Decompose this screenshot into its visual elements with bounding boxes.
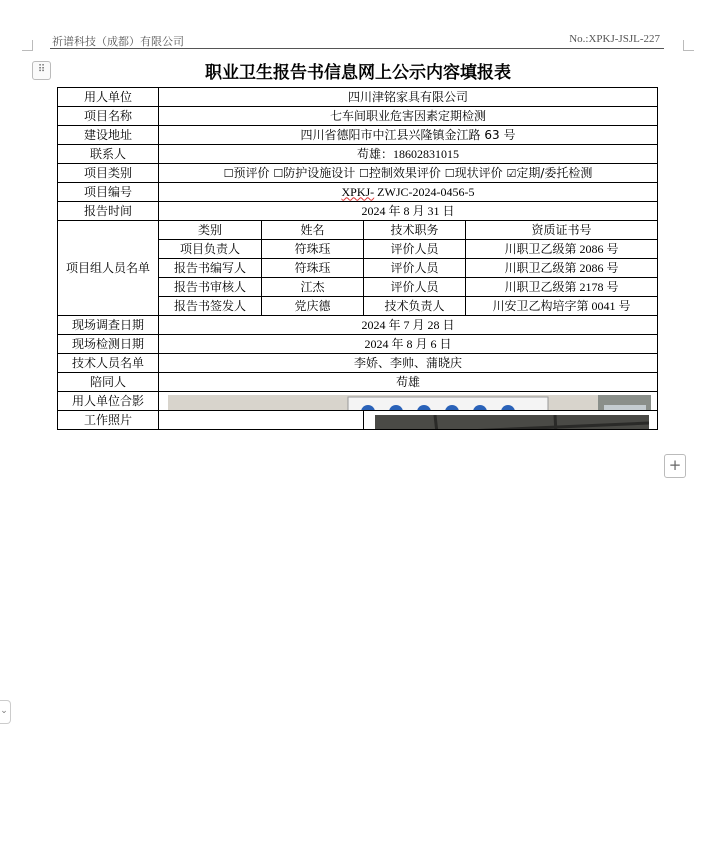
row-project-name bbox=[58, 107, 658, 126]
row-project-no bbox=[58, 183, 658, 202]
option-label: 防护设施设计 bbox=[283, 165, 356, 180]
address-label: 建设地址 bbox=[58, 126, 159, 145]
member-role: 报告书编写人 bbox=[159, 259, 262, 278]
project-name-value: 七车间职业危害因素定期检测 bbox=[159, 107, 658, 126]
member-role: 报告书签发人 bbox=[159, 297, 262, 316]
member-name: 符珠珏 bbox=[262, 240, 364, 259]
option-label: 控制效果评价 bbox=[368, 165, 441, 180]
project-no-prefix: XPKJ- bbox=[341, 184, 375, 199]
team-header-row bbox=[58, 221, 658, 240]
test-date-label: 现场检测日期 bbox=[58, 335, 159, 354]
technicians-value: 李娇、李帅、蒲晓庆 bbox=[159, 354, 658, 373]
group-photo-label: 用人单位合影 bbox=[58, 392, 159, 411]
project-name-label: 项目名称 bbox=[58, 107, 159, 126]
survey-date-value: 2024 年 7 月 28 日 bbox=[159, 316, 658, 335]
option-label: 预评价 bbox=[233, 165, 270, 180]
category-label: 项目类别 bbox=[58, 164, 159, 183]
work-photo-cell bbox=[364, 411, 658, 430]
row-contact bbox=[58, 145, 658, 164]
project-no-value bbox=[159, 183, 658, 202]
report-date-label: 报告时间 bbox=[58, 202, 159, 221]
address-value: 四川省德阳市中江县兴隆镇金江路 63 号 bbox=[159, 126, 658, 145]
row-work-photo bbox=[58, 411, 658, 430]
team-label: 项目组人员名单 bbox=[58, 221, 159, 316]
row-address bbox=[58, 126, 658, 145]
row-technicians bbox=[58, 354, 658, 373]
work-photo-blank-cell bbox=[159, 411, 364, 430]
page-title: 职业卫生报告书信息网上公示内容填报表 bbox=[205, 63, 511, 83]
team-header-name: 姓名 bbox=[262, 221, 364, 240]
member-title: 评价人员 bbox=[364, 259, 466, 278]
company-name: 祈谱科技（成都）有限公司 bbox=[52, 35, 184, 48]
companion-value: 苟雄 bbox=[159, 373, 658, 392]
checkbox-icon[interactable]: ☐ bbox=[359, 166, 369, 180]
row-report-date bbox=[58, 202, 658, 221]
crop-mark-top-left bbox=[22, 40, 33, 51]
row-test-date bbox=[58, 335, 658, 354]
project-no-code: ZWJC-2024-0456-5 bbox=[374, 184, 475, 199]
drag-handle-icon[interactable]: ⠿ bbox=[32, 61, 51, 80]
row-group-photo bbox=[58, 392, 658, 411]
member-title: 评价人员 bbox=[364, 278, 466, 297]
contact-label: 联系人 bbox=[58, 145, 159, 164]
report-date-value: 2024 年 8 月 31 日 bbox=[159, 202, 658, 221]
member-certificate: 川安卫乙构培字第 0041 号 bbox=[466, 297, 658, 316]
companion-label: 陪同人 bbox=[58, 373, 159, 392]
member-title: 技术负责人 bbox=[364, 297, 466, 316]
document-number: No.:XPKJ-JSJL-227 bbox=[569, 33, 660, 45]
member-name: 符珠珏 bbox=[262, 259, 364, 278]
member-certificate: 川职卫乙级第 2086 号 bbox=[466, 240, 658, 259]
option-label: 现状评价 bbox=[454, 165, 503, 180]
row-companion bbox=[58, 373, 658, 392]
disclosure-form-table bbox=[57, 87, 658, 430]
crop-mark-top-right bbox=[683, 40, 694, 51]
technicians-label: 技术人员名单 bbox=[58, 354, 159, 373]
employer-label: 用人单位 bbox=[58, 88, 159, 107]
checkbox-icon[interactable]: ☐ bbox=[273, 166, 284, 180]
group-photo-cell bbox=[159, 392, 658, 411]
member-role: 报告书审核人 bbox=[159, 278, 262, 297]
contact-value: 苟雄：18602831015 bbox=[159, 145, 658, 164]
option-label: 定期/委托检测 bbox=[516, 165, 593, 180]
member-certificate: 川职卫乙级第 2086 号 bbox=[466, 259, 658, 278]
member-title: 评价人员 bbox=[364, 240, 466, 259]
member-name: 党庆德 bbox=[262, 297, 364, 316]
survey-date-label: 现场调查日期 bbox=[58, 316, 159, 335]
checkbox-icon[interactable]: ☐ bbox=[444, 166, 455, 180]
member-role: 项目负责人 bbox=[159, 240, 262, 259]
work-photo-image bbox=[375, 415, 649, 430]
group-photo-image bbox=[168, 395, 651, 411]
team-header-certificate: 资质证书号 bbox=[466, 221, 658, 240]
row-category bbox=[58, 164, 658, 183]
project-no-label: 项目编号 bbox=[58, 183, 159, 202]
row-survey-date bbox=[58, 316, 658, 335]
add-icon[interactable]: + bbox=[664, 454, 686, 478]
checked-checkbox-icon[interactable]: ☑ bbox=[506, 166, 517, 180]
row-employer bbox=[58, 88, 658, 107]
team-header-title: 技术职务 bbox=[364, 221, 466, 240]
header-divider bbox=[50, 48, 664, 49]
employer-value: 四川津铭家具有限公司 bbox=[159, 88, 658, 107]
expand-icon[interactable]: ⌄ bbox=[0, 700, 11, 724]
category-options bbox=[159, 164, 658, 183]
member-name: 江杰 bbox=[262, 278, 364, 297]
test-date-value: 2024 年 8 月 6 日 bbox=[159, 335, 658, 354]
team-header-category: 类别 bbox=[159, 221, 262, 240]
member-certificate: 川职卫乙级第 2178 号 bbox=[466, 278, 658, 297]
work-photo-label: 工作照片 bbox=[58, 411, 159, 430]
checkbox-icon[interactable]: ☐ bbox=[223, 166, 234, 180]
